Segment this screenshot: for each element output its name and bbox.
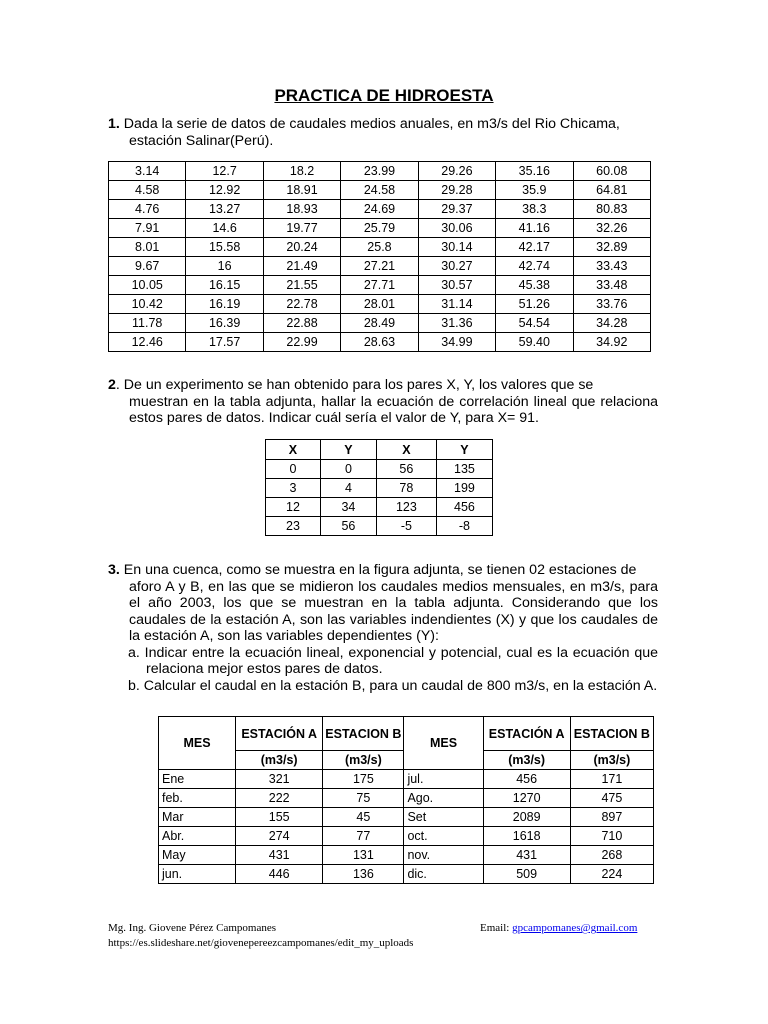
table-cell: 131 — [323, 846, 404, 865]
table-cell: 22.99 — [263, 333, 340, 352]
table-cell: Set — [404, 808, 483, 827]
header-cell: X — [266, 440, 321, 460]
table-row — [109, 276, 651, 295]
table-cell: Ene — [159, 770, 236, 789]
table-cell: 222 — [236, 789, 323, 808]
table-cell: 224 — [570, 865, 653, 884]
table-cell: 0 — [320, 460, 376, 479]
table-cell: 12.92 — [186, 181, 263, 200]
table-cell: 25.8 — [341, 238, 418, 257]
table-cell: 15.58 — [186, 238, 263, 257]
question-3 — [108, 562, 658, 694]
table-row — [159, 865, 654, 884]
table-cell: 31.36 — [418, 314, 495, 333]
table-cell: 18.93 — [263, 200, 340, 219]
table-cell: Mar — [159, 808, 236, 827]
table-cell: 33.76 — [573, 295, 650, 314]
table-row — [159, 808, 654, 827]
table-cell: 10.42 — [109, 295, 186, 314]
table-cell: 8.01 — [109, 238, 186, 257]
table-row — [159, 827, 654, 846]
question-3-item-a: a. Indicar entre la ecuación lineal, exponencial y potencial, cual es la ecuación que relaciona mejor estos pares de datos. — [128, 644, 658, 677]
table-cell: 22.88 — [263, 314, 340, 333]
table-cell: 28.49 — [341, 314, 418, 333]
table-row — [109, 238, 651, 257]
table-cell: 1618 — [483, 827, 570, 846]
table-cell: 1270 — [483, 789, 570, 808]
question-2-number: 2 — [108, 377, 116, 393]
table-cell: 32.89 — [573, 238, 650, 257]
table-cell: 28.63 — [341, 333, 418, 352]
table-cell: 75 — [323, 789, 404, 808]
header-unit: (m3/s) — [570, 751, 653, 770]
table-cell: 33.43 — [573, 257, 650, 276]
table-cell: 4 — [320, 479, 376, 498]
question-1-number: 1. — [108, 116, 120, 132]
table-cell: 60.08 — [573, 162, 650, 181]
table-row — [109, 314, 651, 333]
table-cell: 21.49 — [263, 257, 340, 276]
table-row — [266, 517, 493, 536]
table-cell: 123 — [376, 498, 436, 517]
header-mes-2: MES — [404, 717, 483, 770]
table-cell: 4.76 — [109, 200, 186, 219]
page-title: PRACTICA DE HIDROESTA — [274, 86, 494, 105]
table-cell: 16 — [186, 257, 263, 276]
table-cell: 2089 — [483, 808, 570, 827]
footer-author: Mg. Ing. Giovene Pérez Campomanes — [108, 922, 277, 934]
table-cell: -8 — [436, 517, 492, 536]
question-2 — [108, 377, 658, 427]
table-cell: 321 — [236, 770, 323, 789]
table-cell: 509 — [483, 865, 570, 884]
table-row — [266, 460, 493, 479]
table-cell: 27.71 — [341, 276, 418, 295]
table-cell: 59.40 — [496, 333, 573, 352]
table-cell: 13.27 — [186, 200, 263, 219]
table-cell: 136 — [323, 865, 404, 884]
table-cell: 12.7 — [186, 162, 263, 181]
table-row — [109, 257, 651, 276]
table-cell: oct. — [404, 827, 483, 846]
table-row — [266, 498, 493, 517]
table-cell: 20.24 — [263, 238, 340, 257]
table-cell: 710 — [570, 827, 653, 846]
header-unit: (m3/s) — [483, 751, 570, 770]
header-unit: (m3/s) — [236, 751, 323, 770]
table-cell: 22.78 — [263, 295, 340, 314]
question-1 — [108, 116, 658, 149]
table-cell: 77 — [323, 827, 404, 846]
question-2-text: . De un experimento se han obtenido para los pares X, Y, los valores que se — [115, 377, 594, 393]
table-cell: 34.99 — [418, 333, 495, 352]
table-cell: 35.16 — [496, 162, 573, 181]
table-cell: 155 — [236, 808, 323, 827]
table-cell: 30.14 — [418, 238, 495, 257]
header-estacion-a-2: ESTACIÓN A — [483, 717, 570, 751]
table-cell: 24.69 — [341, 200, 418, 219]
estaciones-header-row — [159, 717, 654, 751]
table-cell: 28.01 — [341, 295, 418, 314]
table-cell: nov. — [404, 846, 483, 865]
table-cell: Ago. — [404, 789, 483, 808]
header-cell: Y — [436, 440, 492, 460]
table-cell: 431 — [483, 846, 570, 865]
table-cell: 274 — [236, 827, 323, 846]
table-cell: 30.27 — [418, 257, 495, 276]
table-cell: -5 — [376, 517, 436, 536]
table-cell: 45.38 — [496, 276, 573, 295]
estaciones-table — [158, 716, 654, 884]
header-estacion-b-2: ESTACION B — [570, 717, 653, 751]
table-row — [109, 333, 651, 352]
footer-email — [480, 922, 637, 934]
table-cell: 23.99 — [341, 162, 418, 181]
table-cell: 897 — [570, 808, 653, 827]
question-2-text-cont: muestran en la tabla adjunta, hallar la ecuación de correlación lineal que relaciona estos pares de datos. Indicar cuál sería el valor de Y, para X= 91. — [129, 393, 658, 426]
table-cell: 34.92 — [573, 333, 650, 352]
header-cell: X — [376, 440, 436, 460]
table-cell: 80.83 — [573, 200, 650, 219]
table-cell: 446 — [236, 865, 323, 884]
table-cell: feb. — [159, 789, 236, 808]
question-1-text-cont: estación Salinar(Perú). — [129, 132, 274, 149]
header-cell: Y — [320, 440, 376, 460]
table-cell: 12.46 — [109, 333, 186, 352]
table-cell: 171 — [570, 770, 653, 789]
header-estacion-b: ESTACION B — [323, 717, 404, 751]
table-cell: 42.17 — [496, 238, 573, 257]
table-cell: 3.14 — [109, 162, 186, 181]
table-cell: 199 — [436, 479, 492, 498]
table-cell: jul. — [404, 770, 483, 789]
table-cell: 29.37 — [418, 200, 495, 219]
question-3-number: 3. — [108, 562, 120, 578]
question-3-text-cont: aforo A y B, en las que se midieron los caudales medios mensuales, en m3/s, para el año 2003, los que se muestran en la tabla adjunta. Considerando que los caudales de la estación A, son las variables indendientes (X) y que los caudales de la estación A, son las variables dependientes (Y): — [129, 578, 658, 644]
table-row — [109, 295, 651, 314]
table-cell: 18.2 — [263, 162, 340, 181]
table-row — [109, 162, 651, 181]
table-cell: 456 — [436, 498, 492, 517]
table-cell: 456 — [483, 770, 570, 789]
table-row — [266, 479, 493, 498]
table-cell: 135 — [436, 460, 492, 479]
table-cell: 268 — [570, 846, 653, 865]
table-cell: 78 — [376, 479, 436, 498]
header-unit: (m3/s) — [323, 751, 404, 770]
table-cell: 31.14 — [418, 295, 495, 314]
table-cell: 3 — [266, 479, 321, 498]
table-cell: 4.58 — [109, 181, 186, 200]
table-cell: 431 — [236, 846, 323, 865]
table-cell: 23 — [266, 517, 321, 536]
table-cell: 12 — [266, 498, 321, 517]
table-cell: 14.6 — [186, 219, 263, 238]
header-estacion-a: ESTACIÓN A — [236, 717, 323, 751]
table-row — [109, 181, 651, 200]
table-cell: 27.21 — [341, 257, 418, 276]
table-cell: 7.91 — [109, 219, 186, 238]
table-cell: 34 — [320, 498, 376, 517]
table-cell: 35.9 — [496, 181, 573, 200]
table-cell: 29.28 — [418, 181, 495, 200]
table-row — [109, 219, 651, 238]
table-cell: 30.06 — [418, 219, 495, 238]
table-cell: 64.81 — [573, 181, 650, 200]
table-cell: Abr. — [159, 827, 236, 846]
table-cell: 0 — [266, 460, 321, 479]
table-cell: 10.05 — [109, 276, 186, 295]
table-cell: 19.77 — [263, 219, 340, 238]
xy-header-row — [266, 440, 493, 460]
xy-table — [265, 439, 493, 536]
footer-email-link[interactable]: gpcampomanes@gmail.com — [512, 922, 638, 934]
table-cell: 42.74 — [496, 257, 573, 276]
table-cell: 41.16 — [496, 219, 573, 238]
table-row — [109, 200, 651, 219]
table-cell: 16.15 — [186, 276, 263, 295]
footer-url[interactable]: https://es.slideshare.net/giovenepereezcampomanes/edit_my_uploads — [108, 937, 414, 949]
table-cell: 56 — [376, 460, 436, 479]
table-cell: 16.39 — [186, 314, 263, 333]
table-cell: 175 — [323, 770, 404, 789]
table-cell: 21.55 — [263, 276, 340, 295]
table-cell: 51.26 — [496, 295, 573, 314]
table-cell: 38.3 — [496, 200, 573, 219]
question-3-text: En una cuenca, como se muestra en la figura adjunta, se tienen 02 estaciones de — [123, 562, 637, 578]
header-mes: MES — [159, 717, 236, 770]
table-cell: jun. — [159, 865, 236, 884]
table-cell: 45 — [323, 808, 404, 827]
caudales-table — [108, 161, 651, 352]
question-3-item-b: b. Calcular el caudal en la estación B, para un caudal de 800 m3/s, en la estación A. — [128, 677, 658, 694]
table-cell: 18.91 — [263, 181, 340, 200]
table-cell: 9.67 — [109, 257, 186, 276]
table-row — [159, 770, 654, 789]
table-cell: 475 — [570, 789, 653, 808]
table-cell: May — [159, 846, 236, 865]
table-cell: 34.28 — [573, 314, 650, 333]
table-cell: 17.57 — [186, 333, 263, 352]
table-cell: 24.58 — [341, 181, 418, 200]
question-1-text: Dada la serie de datos de caudales medios anuales, en m3/s del Rio Chicama, — [123, 116, 620, 132]
table-row — [159, 846, 654, 865]
table-cell: 11.78 — [109, 314, 186, 333]
table-cell: 56 — [320, 517, 376, 536]
table-cell: 30.57 — [418, 276, 495, 295]
table-cell: 32.26 — [573, 219, 650, 238]
table-cell: 33.48 — [573, 276, 650, 295]
footer-email-label: Email: — [480, 922, 513, 934]
table-cell: 54.54 — [496, 314, 573, 333]
table-cell: 16.19 — [186, 295, 263, 314]
table-row — [159, 789, 654, 808]
table-cell: 29.26 — [418, 162, 495, 181]
table-cell: 25.79 — [341, 219, 418, 238]
table-cell: dic. — [404, 865, 483, 884]
